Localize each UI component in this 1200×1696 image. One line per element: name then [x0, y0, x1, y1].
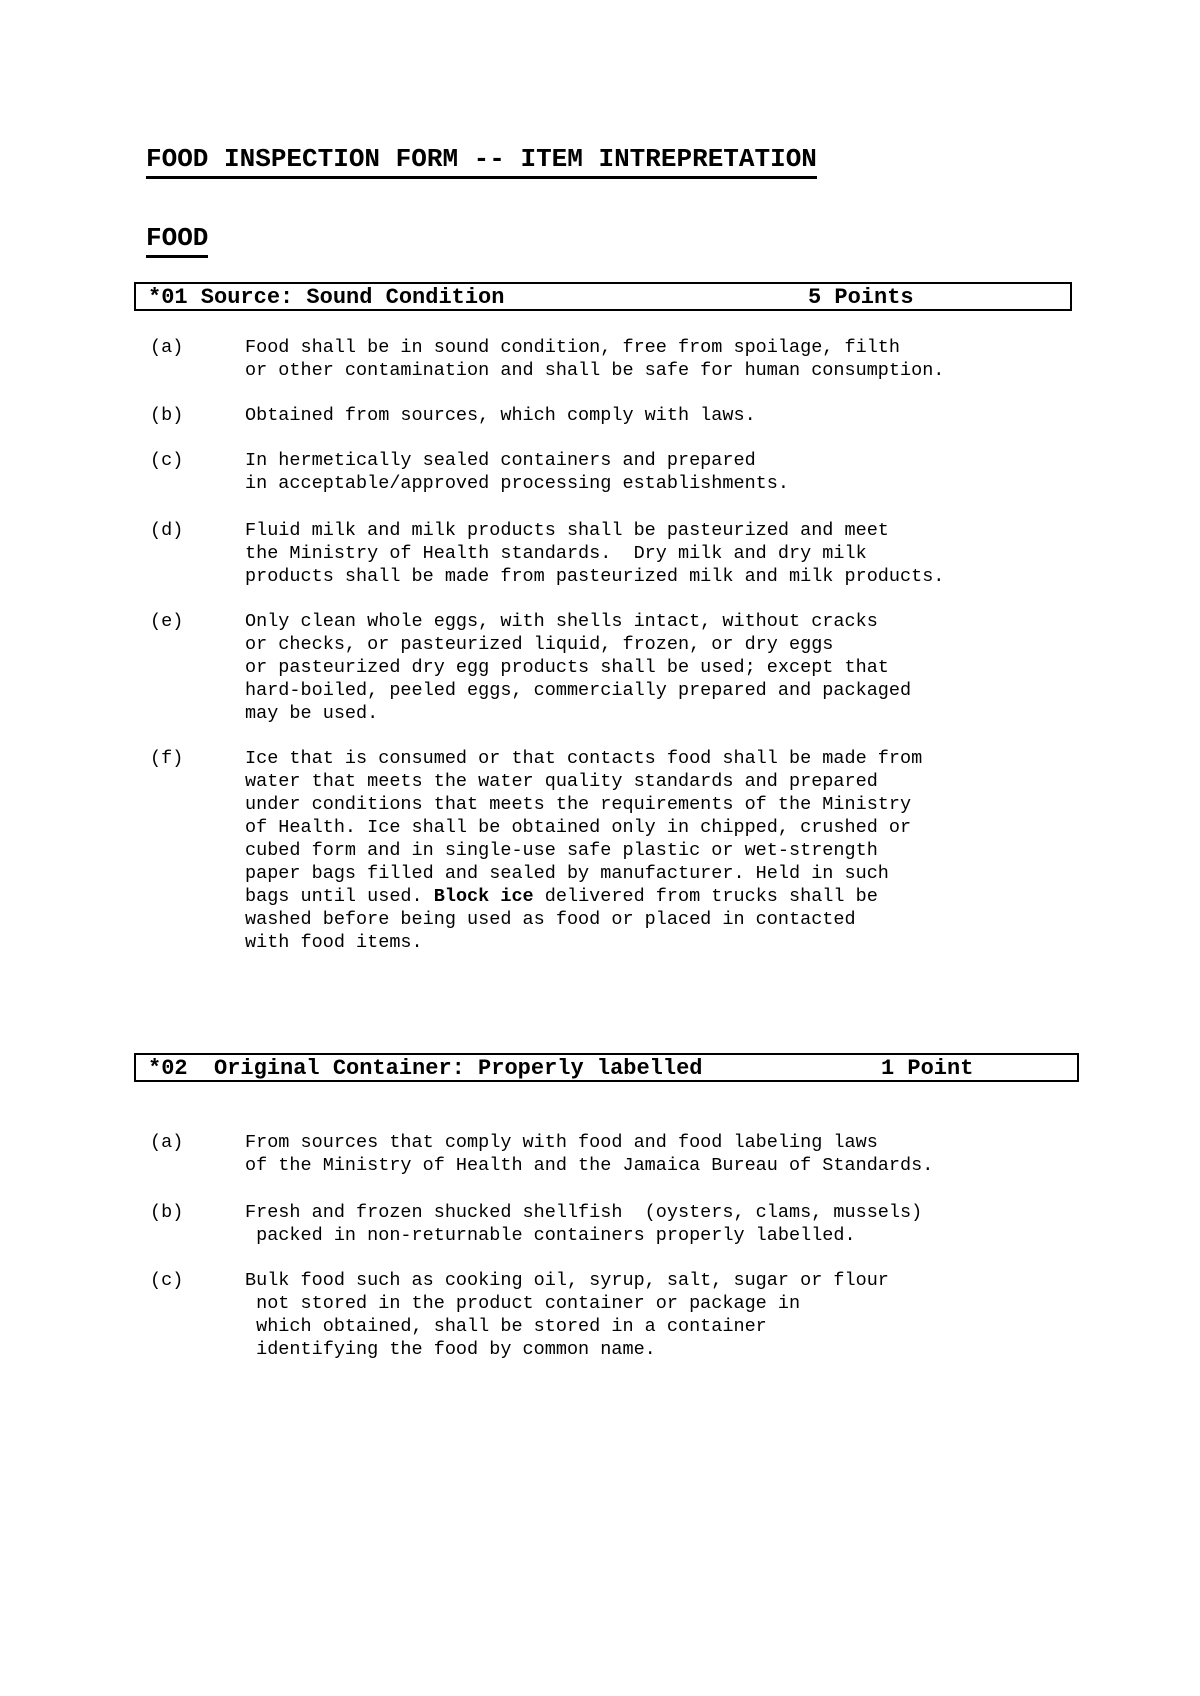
item-01-clauses [150, 336, 1050, 954]
clause-letter: (e) [150, 611, 184, 632]
clause-text: Food shall be in sound condition, free from spoilage, filth or other contamination and shall be safe for human consumption. [245, 337, 945, 381]
clause-letter: (a) [150, 337, 184, 358]
item-02-title: *02 Original Container: Properly labelled [148, 1056, 703, 1081]
bold-term-block-ice: Block ice [433, 886, 534, 907]
clause-letter: (b) [150, 1202, 184, 1223]
clause-02-c [150, 1269, 1050, 1361]
clause-01-b [150, 404, 1050, 427]
clause-letter: (d) [150, 520, 184, 541]
clause-letter: (b) [150, 405, 184, 426]
clause-01-d [150, 519, 1050, 588]
clause-text: Obtained from sources, which comply with laws. [245, 405, 756, 426]
clause-text: Fluid milk and milk products shall be pasteurized and meet the Ministry of Health standards. Dry milk and dry milk products shall be made from pasteurized milk and milk products. [245, 520, 945, 587]
clause-text: Fresh and frozen shucked shellfish (oysters, clams, mussels) packed in non-returnable containers properly labelled. [245, 1202, 923, 1246]
clause-text: Only clean whole eggs, with shells intact, without cracks or checks, or pasteurized liquid, frozen, or dry eggs or pasteurized dry egg products shall be used; except that hard-boiled, peeled eggs, commercially prepared and packaged may be used. [245, 611, 912, 724]
item-02-points: 1 Point [881, 1056, 974, 1081]
clause-01-f [150, 747, 1050, 954]
section-heading-food: FOOD [146, 225, 208, 258]
item-01-points: 5 Points [808, 285, 914, 310]
item-02-clauses [150, 1131, 1050, 1361]
clause-text: From sources that comply with food and food labeling laws of the Ministry of Health and the Jamaica Bureau of Standards. [245, 1132, 934, 1176]
clause-02-a [150, 1131, 1050, 1177]
clause-text: Ice that is consumed or that contacts food shall be made from water that meets the water quality standards and prepared under conditions that meets the requirements of the Ministry of Health. Ice shall be obtained only in chipped, crushed or cubed form and in single-use safe plastic or wet-strength paper bags filled and sealed by manufacturer. Held in such bags until used. Block ice delivered from trucks shall be washed before being used as food or placed in contacted with food items. [245, 748, 923, 953]
clause-text: Bulk food such as cooking oil, syrup, salt, sugar or flour not stored in the product container or package in which obtained, shall be stored in a container identifying the food by common name. [245, 1270, 889, 1360]
clause-01-e [150, 610, 1050, 725]
document-title: FOOD INSPECTION FORM -- ITEM INTREPRETATION [146, 146, 817, 179]
clause-text: In hermetically sealed containers and prepared in acceptable/approved processing establishments. [245, 450, 789, 494]
item-02-heading-box [134, 1053, 1079, 1082]
clause-01-a [150, 336, 1050, 382]
item-01-title: *01 Source: Sound Condition [148, 285, 505, 310]
clause-letter: (c) [150, 450, 184, 471]
clause-letter: (c) [150, 1270, 184, 1291]
clause-02-b [150, 1201, 1050, 1247]
clause-01-c [150, 449, 1050, 495]
clause-letter: (a) [150, 1132, 184, 1153]
clause-letter: (f) [150, 748, 184, 769]
item-01-heading-box [134, 282, 1072, 311]
